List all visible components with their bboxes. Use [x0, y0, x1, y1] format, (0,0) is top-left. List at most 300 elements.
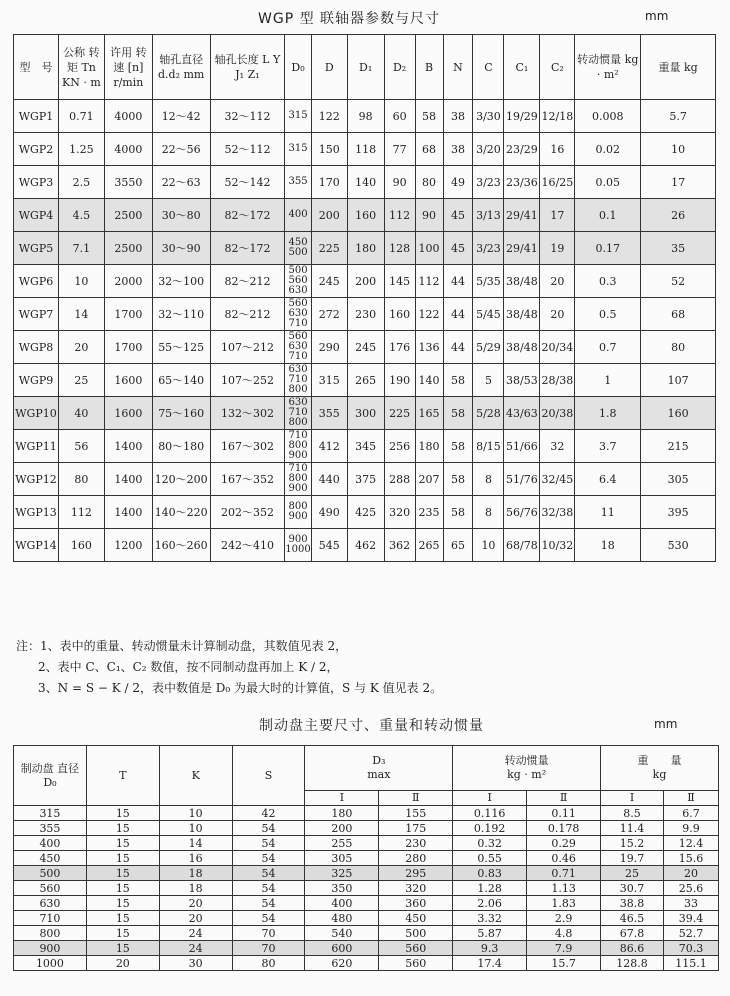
cell-d3b: 230	[379, 836, 453, 851]
cell-wa: 38.8	[601, 896, 664, 911]
cell-d3b: 500	[379, 926, 453, 941]
d0-value: 630	[288, 341, 308, 352]
cell-k: 20	[159, 896, 232, 911]
cell-c1: 29/41	[504, 232, 540, 265]
t2-sub-inertia-i: Ⅰ	[453, 791, 527, 806]
cell-d0: 500	[14, 866, 87, 881]
cell-ib: 1.83	[527, 896, 601, 911]
table-row	[14, 821, 719, 836]
cell-d1: 180	[347, 232, 384, 265]
cell-len: 82～212	[210, 298, 285, 331]
cell-d3b: 360	[379, 896, 453, 911]
d0-value: 1000	[285, 544, 311, 555]
d0-value: 630	[288, 285, 308, 296]
cell-model: WGP6	[14, 265, 59, 298]
cell-wb: 25.6	[663, 881, 718, 896]
cell-wb: 6.7	[663, 806, 718, 821]
cell-speed: 1400	[104, 463, 152, 496]
table1-title: WGP 型 联轴器参数与尺寸	[258, 11, 441, 27]
d0-value: 800	[288, 501, 308, 512]
cell-wa: 8.5	[601, 806, 664, 821]
cell-d0	[285, 529, 311, 562]
cell-c: 3/23	[473, 232, 504, 265]
cell-bore: 30～80	[152, 199, 210, 232]
note-3: 3、N = S − K ∕ 2，表中数值是 D₀ 为最大时的计算值，S 与 K 值见表 2。	[38, 681, 443, 695]
cell-d1: 230	[347, 298, 384, 331]
table-row	[14, 836, 719, 851]
cell-d: 200	[311, 199, 347, 232]
cell-len: 202～352	[210, 496, 285, 529]
header-speed: 许用 转速 [n] r/min	[104, 35, 152, 100]
t2-sub-d3-ii: Ⅱ	[379, 791, 453, 806]
cell-d: 272	[311, 298, 347, 331]
t2-weight-unit: kg	[652, 768, 667, 781]
table-row	[14, 496, 716, 529]
cell-c2: 20/38	[540, 397, 575, 430]
cell-len: 82～172	[210, 199, 285, 232]
table2-unit: mm	[654, 717, 678, 731]
cell-d0: 450	[14, 851, 87, 866]
cell-bore: 22～63	[152, 166, 210, 199]
d0-value: 900	[288, 483, 308, 494]
cell-speed: 1700	[104, 331, 152, 364]
cell-d2: 90	[384, 166, 415, 199]
cell-k: 14	[159, 836, 232, 851]
d0-value: 630	[288, 364, 308, 375]
cell-speed: 1700	[104, 298, 152, 331]
d0-value: 900	[288, 511, 308, 522]
cell-speed: 1600	[104, 364, 152, 397]
header-bore-diameter: 轴孔直径 d.d₂ mm	[152, 35, 210, 100]
cell-d0: 1000	[14, 956, 87, 971]
cell-n: 44	[443, 298, 473, 331]
cell-weight: 215	[641, 430, 716, 463]
table-row	[14, 430, 716, 463]
cell-b: 90	[415, 199, 443, 232]
header-d: D	[311, 35, 347, 100]
cell-s: 54	[232, 881, 305, 896]
cell-b: 235	[415, 496, 443, 529]
table-row	[14, 232, 716, 265]
cell-s: 54	[232, 911, 305, 926]
cell-wa: 15.2	[601, 836, 664, 851]
d0-value: 900	[288, 534, 308, 545]
cell-c2: 10/32	[540, 529, 575, 562]
cell-len: 52～142	[210, 166, 285, 199]
cell-inertia: 0.008	[575, 100, 641, 133]
cell-s: 42	[232, 806, 305, 821]
cell-torque: 112	[58, 496, 104, 529]
cell-n: 38	[443, 133, 473, 166]
cell-d0: 400	[14, 836, 87, 851]
cell-t: 15	[86, 806, 159, 821]
cell-bore: 65～140	[152, 364, 210, 397]
d0-value: 900	[288, 450, 308, 461]
cell-c1: 23/29	[504, 133, 540, 166]
cell-c2: 32	[540, 430, 575, 463]
cell-inertia: 1	[575, 364, 641, 397]
cell-bore: 55～125	[152, 331, 210, 364]
cell-s: 80	[232, 956, 305, 971]
cell-n: 58	[443, 430, 473, 463]
cell-d3b: 155	[379, 806, 453, 821]
t2-inertia-unit: kg · m²	[507, 768, 547, 781]
cell-ib: 0.11	[527, 806, 601, 821]
cell-s: 54	[232, 836, 305, 851]
d0-value: 400	[288, 209, 308, 220]
table-row	[14, 529, 716, 562]
cell-t: 20	[86, 956, 159, 971]
table-row	[14, 133, 716, 166]
cell-t: 15	[86, 851, 159, 866]
cell-inertia: 18	[575, 529, 641, 562]
cell-c: 5/45	[473, 298, 504, 331]
cell-t: 15	[86, 896, 159, 911]
cell-model: WGP11	[14, 430, 59, 463]
cell-b: 68	[415, 133, 443, 166]
cell-torque: 14	[58, 298, 104, 331]
cell-d2: 176	[384, 331, 415, 364]
cell-t: 15	[86, 881, 159, 896]
cell-ia: 5.87	[453, 926, 527, 941]
table-row	[14, 331, 716, 364]
cell-d2: 112	[384, 199, 415, 232]
cell-ia: 1.28	[453, 881, 527, 896]
cell-k: 24	[159, 941, 232, 956]
cell-ib: 0.29	[527, 836, 601, 851]
t2-sub-d3-i: Ⅰ	[305, 791, 379, 806]
cell-ia: 3.32	[453, 911, 527, 926]
cell-c1: 38/48	[504, 331, 540, 364]
header-model: 型 号	[14, 35, 59, 100]
cell-d1: 245	[347, 331, 384, 364]
cell-c1: 38/48	[504, 298, 540, 331]
cell-model: WGP3	[14, 166, 59, 199]
cell-wa: 128.8	[601, 956, 664, 971]
cell-speed: 1400	[104, 430, 152, 463]
cell-weight: 395	[641, 496, 716, 529]
cell-c: 8	[473, 463, 504, 496]
cell-len: 32～112	[210, 100, 285, 133]
cell-b: 180	[415, 430, 443, 463]
cell-c2: 32/38	[540, 496, 575, 529]
d0-value: 560	[288, 275, 308, 286]
cell-inertia: 0.1	[575, 199, 641, 232]
cell-wa: 19.7	[601, 851, 664, 866]
cell-model: WGP13	[14, 496, 59, 529]
d0-value: 500	[288, 265, 308, 276]
d0-value: 710	[288, 374, 308, 385]
header-inertia: 转动惯量 kg · m²	[575, 35, 641, 100]
cell-bore: 160～260	[152, 529, 210, 562]
cell-d3a: 200	[305, 821, 379, 836]
table-row	[14, 463, 716, 496]
cell-d0	[285, 265, 311, 298]
cell-weight: 52	[641, 265, 716, 298]
cell-d0	[285, 496, 311, 529]
cell-d0: 800	[14, 926, 87, 941]
cell-t: 15	[86, 821, 159, 836]
cell-d0	[285, 463, 311, 496]
cell-d0	[285, 331, 311, 364]
cell-speed: 4000	[104, 133, 152, 166]
cell-t: 15	[86, 926, 159, 941]
d0-value: 710	[288, 463, 308, 474]
cell-s: 70	[232, 941, 305, 956]
cell-ia: 0.32	[453, 836, 527, 851]
cell-c: 5	[473, 364, 504, 397]
cell-n: 44	[443, 265, 473, 298]
t2-sub-weight-ii: Ⅱ	[663, 791, 718, 806]
cell-c1: 38/53	[504, 364, 540, 397]
cell-d3b: 175	[379, 821, 453, 836]
cell-c1: 43/63	[504, 397, 540, 430]
cell-bore: 32～110	[152, 298, 210, 331]
cell-weight: 10	[641, 133, 716, 166]
d0-value: 355	[288, 176, 308, 187]
table-row	[14, 881, 719, 896]
cell-speed: 2500	[104, 199, 152, 232]
coupling-parameter-table	[13, 34, 716, 562]
cell-k: 10	[159, 806, 232, 821]
t2-sub-inertia-ii: Ⅱ	[527, 791, 601, 806]
cell-torque: 20	[58, 331, 104, 364]
cell-wb: 33	[663, 896, 718, 911]
cell-d1: 140	[347, 166, 384, 199]
cell-c2: 32/45	[540, 463, 575, 496]
cell-c2: 19	[540, 232, 575, 265]
cell-weight: 80	[641, 331, 716, 364]
d0-value: 450	[288, 237, 308, 248]
cell-c1: 38/48	[504, 265, 540, 298]
cell-speed: 2500	[104, 232, 152, 265]
cell-ia: 17.4	[453, 956, 527, 971]
cell-d: 355	[311, 397, 347, 430]
cell-c: 3/30	[473, 100, 504, 133]
cell-ib: 0.178	[527, 821, 601, 836]
d0-value: 630	[288, 397, 308, 408]
cell-c1: 51/66	[504, 430, 540, 463]
cell-ib: 0.71	[527, 866, 601, 881]
cell-inertia: 0.3	[575, 265, 641, 298]
cell-d0: 560	[14, 881, 87, 896]
cell-d2: 362	[384, 529, 415, 562]
cell-d: 150	[311, 133, 347, 166]
cell-c: 3/23	[473, 166, 504, 199]
cell-d3b: 560	[379, 941, 453, 956]
cell-ib: 7.9	[527, 941, 601, 956]
cell-ia: 2.06	[453, 896, 527, 911]
cell-d2: 320	[384, 496, 415, 529]
cell-c: 5/28	[473, 397, 504, 430]
cell-speed: 1600	[104, 397, 152, 430]
cell-inertia: 3.7	[575, 430, 641, 463]
cell-t: 15	[86, 836, 159, 851]
cell-d1: 160	[347, 199, 384, 232]
cell-n: 58	[443, 463, 473, 496]
header-c2: C₂	[540, 35, 575, 100]
cell-weight: 35	[641, 232, 716, 265]
cell-ia: 0.83	[453, 866, 527, 881]
cell-d3b: 560	[379, 956, 453, 971]
cell-weight: 26	[641, 199, 716, 232]
cell-b: 265	[415, 529, 443, 562]
cell-d3a: 305	[305, 851, 379, 866]
cell-n: 45	[443, 199, 473, 232]
cell-d0	[285, 166, 311, 199]
cell-torque: 10	[58, 265, 104, 298]
cell-n: 49	[443, 166, 473, 199]
cell-d0	[285, 232, 311, 265]
cell-d3b: 320	[379, 881, 453, 896]
table-row	[14, 364, 716, 397]
d0-value: 710	[288, 351, 308, 362]
cell-weight: 107	[641, 364, 716, 397]
cell-inertia: 0.17	[575, 232, 641, 265]
cell-model: WGP1	[14, 100, 59, 133]
cell-d: 545	[311, 529, 347, 562]
cell-inertia: 0.7	[575, 331, 641, 364]
cell-d3a: 325	[305, 866, 379, 881]
cell-speed: 1200	[104, 529, 152, 562]
cell-weight: 5.7	[641, 100, 716, 133]
cell-len: 52～112	[210, 133, 285, 166]
cell-d3b: 450	[379, 911, 453, 926]
cell-speed: 1400	[104, 496, 152, 529]
cell-c2: 28/38	[540, 364, 575, 397]
cell-len: 132～302	[210, 397, 285, 430]
cell-bore: 140～220	[152, 496, 210, 529]
table-row	[14, 397, 716, 430]
notes	[16, 636, 442, 699]
cell-b: 136	[415, 331, 443, 364]
cell-d0	[285, 100, 311, 133]
cell-k: 10	[159, 821, 232, 836]
cell-b: 140	[415, 364, 443, 397]
cell-c1: 56/76	[504, 496, 540, 529]
cell-inertia: 11	[575, 496, 641, 529]
cell-d2: 225	[384, 397, 415, 430]
cell-weight: 68	[641, 298, 716, 331]
table-row	[14, 298, 716, 331]
table-row	[14, 896, 719, 911]
cell-c: 8/15	[473, 430, 504, 463]
cell-weight: 305	[641, 463, 716, 496]
cell-model: WGP10	[14, 397, 59, 430]
cell-d0	[285, 397, 311, 430]
cell-ib: 4.8	[527, 926, 601, 941]
cell-len: 82～172	[210, 232, 285, 265]
cell-speed: 4000	[104, 100, 152, 133]
cell-model: WGP2	[14, 133, 59, 166]
cell-d: 245	[311, 265, 347, 298]
cell-b: 80	[415, 166, 443, 199]
table-row	[14, 851, 719, 866]
t2-d3-label: D₃	[372, 754, 386, 767]
cell-d2: 60	[384, 100, 415, 133]
cell-model: WGP12	[14, 463, 59, 496]
cell-wb: 115.1	[663, 956, 718, 971]
cell-inertia: 6.4	[575, 463, 641, 496]
cell-t: 15	[86, 941, 159, 956]
cell-d0: 630	[14, 896, 87, 911]
cell-n: 58	[443, 397, 473, 430]
cell-wb: 52.7	[663, 926, 718, 941]
cell-d2: 288	[384, 463, 415, 496]
cell-bore: 12～42	[152, 100, 210, 133]
t2-sub-weight-i: Ⅰ	[601, 791, 664, 806]
cell-bore: 75～160	[152, 397, 210, 430]
cell-c2: 12/18	[540, 100, 575, 133]
cell-c1: 19/29	[504, 100, 540, 133]
cell-ia: 0.192	[453, 821, 527, 836]
cell-wb: 20	[663, 866, 718, 881]
t2-header-k: K	[159, 746, 232, 806]
cell-c: 3/13	[473, 199, 504, 232]
cell-torque: 0.71	[58, 100, 104, 133]
cell-wb: 12.4	[663, 836, 718, 851]
cell-weight: 17	[641, 166, 716, 199]
cell-b: 112	[415, 265, 443, 298]
cell-k: 30	[159, 956, 232, 971]
cell-wb: 9.9	[663, 821, 718, 836]
cell-bore: 32～100	[152, 265, 210, 298]
cell-k: 20	[159, 911, 232, 926]
cell-n: 58	[443, 364, 473, 397]
cell-len: 167～352	[210, 463, 285, 496]
cell-wb: 15.6	[663, 851, 718, 866]
cell-model: WGP5	[14, 232, 59, 265]
cell-d3a: 600	[305, 941, 379, 956]
cell-d: 490	[311, 496, 347, 529]
cell-c1: 51/76	[504, 463, 540, 496]
cell-d1: 118	[347, 133, 384, 166]
cell-b: 58	[415, 100, 443, 133]
cell-speed: 2000	[104, 265, 152, 298]
cell-k: 18	[159, 881, 232, 896]
header-d1: D₁	[347, 35, 384, 100]
d0-value: 500	[288, 247, 308, 258]
cell-ib: 15.7	[527, 956, 601, 971]
cell-n: 45	[443, 232, 473, 265]
cell-b: 165	[415, 397, 443, 430]
t2-inertia-label: 转动惯量	[504, 754, 549, 767]
t2-header-d0: 制动盘 直径 D₀	[14, 746, 87, 806]
header-n: N	[443, 35, 473, 100]
cell-wa: 25	[601, 866, 664, 881]
cell-c: 5/35	[473, 265, 504, 298]
cell-d3a: 540	[305, 926, 379, 941]
d0-value: 800	[288, 417, 308, 428]
brake-disc-table	[13, 745, 719, 971]
cell-k: 16	[159, 851, 232, 866]
cell-s: 54	[232, 866, 305, 881]
cell-n: 44	[443, 331, 473, 364]
cell-c: 3/20	[473, 133, 504, 166]
cell-ia: 0.55	[453, 851, 527, 866]
header-torque: 公称 转矩 Tn KN · m	[58, 35, 104, 100]
d0-value: 560	[288, 298, 308, 309]
cell-c2: 20	[540, 265, 575, 298]
cell-d2: 190	[384, 364, 415, 397]
cell-d: 170	[311, 166, 347, 199]
table-row	[14, 166, 716, 199]
table-row	[14, 926, 719, 941]
cell-d: 225	[311, 232, 347, 265]
cell-torque: 80	[58, 463, 104, 496]
d0-value: 315	[288, 110, 308, 121]
header-weight: 重量 kg	[641, 35, 716, 100]
